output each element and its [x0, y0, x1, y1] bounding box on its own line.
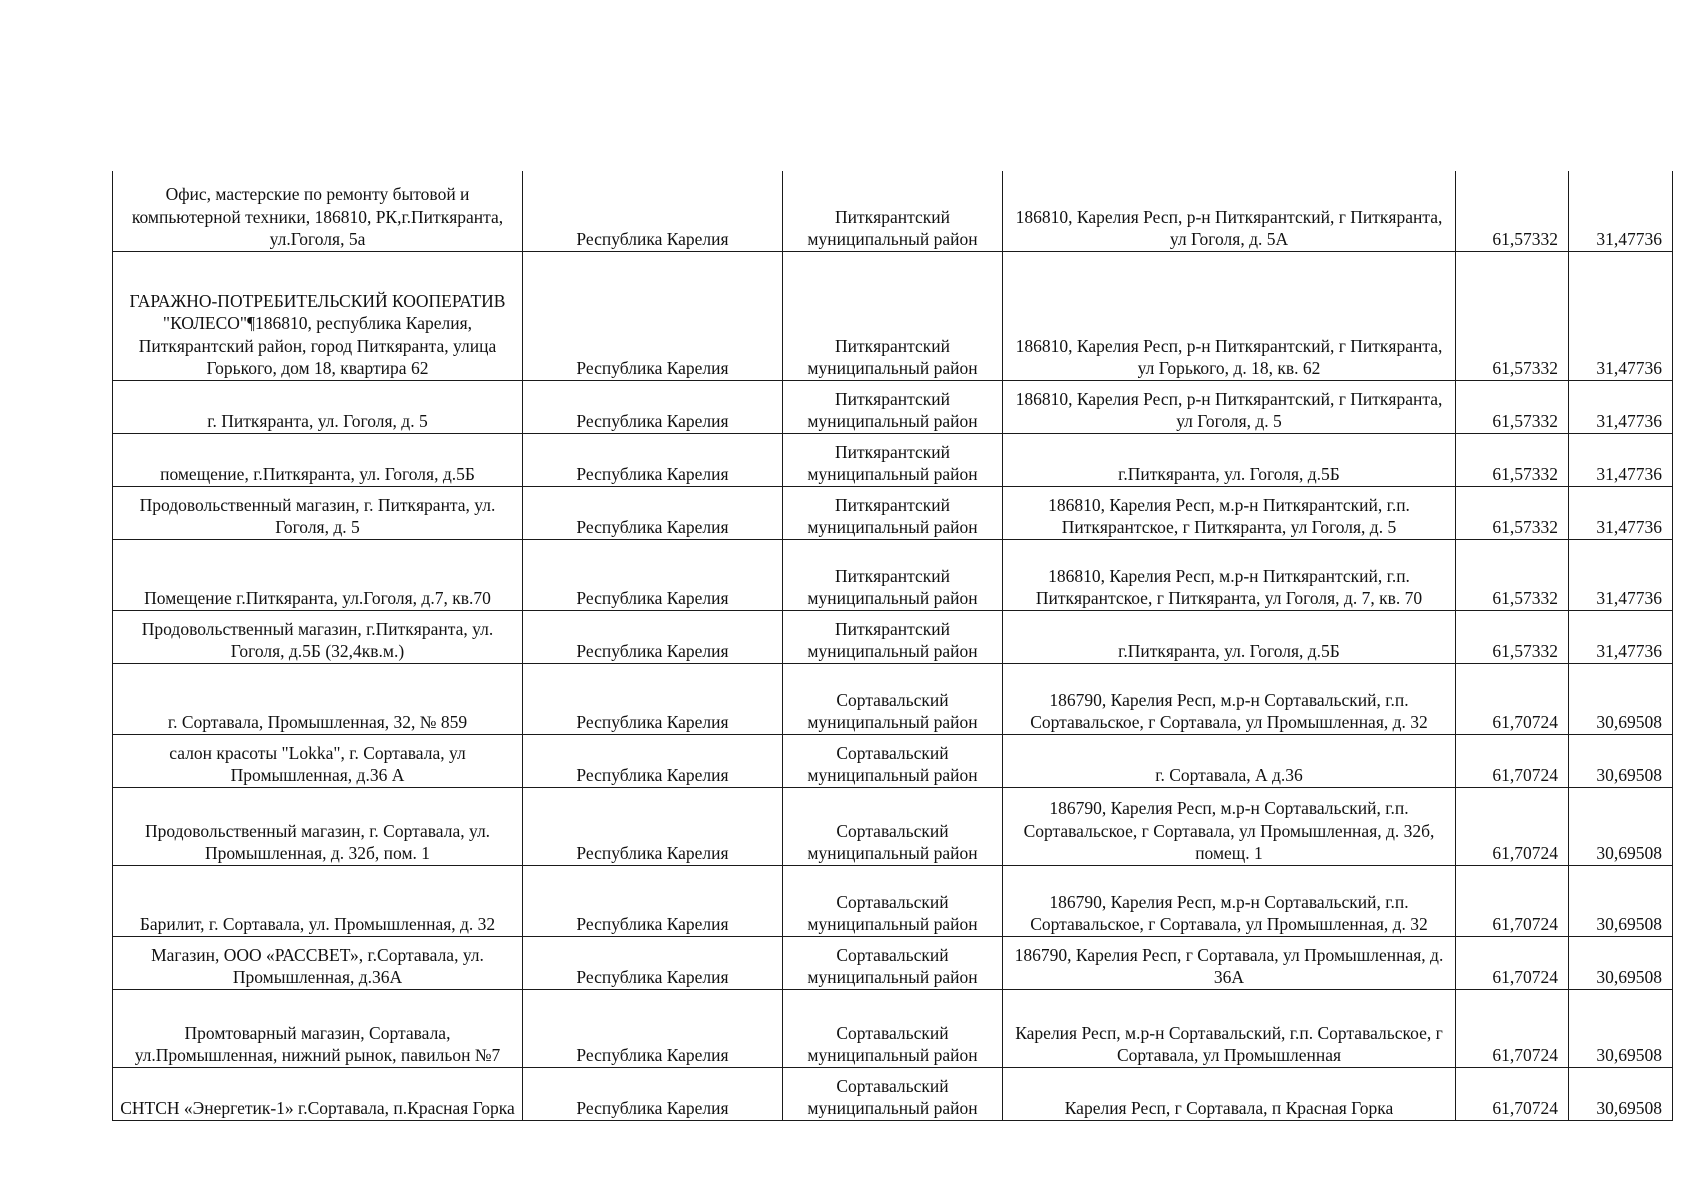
object-name-cell: Продовольственный магазин, г. Питкяранта, ул. Гоголя, д. 5: [113, 486, 523, 539]
table-row: [113, 663, 1673, 734]
table-row: [113, 787, 1673, 865]
longitude-cell: 30,69508: [1569, 865, 1673, 936]
latitude-cell: 61,57332: [1456, 380, 1569, 433]
address-cell: 186790, Карелия Респ, м.р-н Сортавальский, г.п. Сортавальское, г Сортавала, ул Промышленная, д. 32: [1003, 865, 1456, 936]
longitude-cell: 30,69508: [1569, 787, 1673, 865]
latitude-cell: 61,57332: [1456, 610, 1569, 663]
latitude-cell: 61,57332: [1456, 539, 1569, 610]
longitude-cell: 30,69508: [1569, 989, 1673, 1067]
region-cell: Республика Карелия: [523, 486, 783, 539]
address-cell: 186810, Карелия Респ, м.р-н Питкярантский, г.п. Питкярантское, г Питкяранта, ул Гоголя, д. 7, кв. 70: [1003, 539, 1456, 610]
object-name-cell: г. Питкяранта, ул. Гоголя, д. 5: [113, 380, 523, 433]
longitude-cell: 30,69508: [1569, 663, 1673, 734]
region-cell: Республика Карелия: [523, 433, 783, 486]
region-cell: Республика Карелия: [523, 1067, 783, 1120]
district-cell: Сортавальский муниципальный район: [783, 1067, 1003, 1120]
object-name-cell: Помещение г.Питкяранта, ул.Гоголя, д.7, кв.70: [113, 539, 523, 610]
object-name-cell: г. Сортавала, Промышленная, 32, № 859: [113, 663, 523, 734]
object-name-cell: Барилит, г. Сортавала, ул. Промышленная, д. 32: [113, 865, 523, 936]
object-name-cell: помещение, г.Питкяранта, ул. Гоголя, д.5Б: [113, 433, 523, 486]
district-cell: Питкярантский муниципальный район: [783, 380, 1003, 433]
object-name-cell: ГАРАЖНО-ПОТРЕБИТЕЛЬСКИЙ КООПЕРАТИВ "КОЛЕСО"¶186810, республика Карелия, Питкярантский район, город Питкяранта, улица Горького, дом 18, квартира 62: [113, 251, 523, 380]
latitude-cell: 61,70724: [1456, 734, 1569, 787]
district-cell: Сортавальский муниципальный район: [783, 663, 1003, 734]
address-cell: г. Сортавала, А д.36: [1003, 734, 1456, 787]
region-cell: Республика Карелия: [523, 787, 783, 865]
object-name-cell: Магазин, ООО «РАССВЕТ», г.Сортавала, ул. Промышленная, д.36А: [113, 936, 523, 989]
table-row: [113, 610, 1673, 663]
region-cell: Республика Карелия: [523, 171, 783, 251]
address-cell: 186790, Карелия Респ, м.р-н Сортавальский, г.п. Сортавальское, г Сортавала, ул Промышленная, д. 32: [1003, 663, 1456, 734]
table-row: [113, 865, 1673, 936]
address-cell: 186810, Карелия Респ, р-н Питкярантский, г Питкяранта, ул Гоголя, д. 5А: [1003, 171, 1456, 251]
table-row: [113, 734, 1673, 787]
longitude-cell: 31,47736: [1569, 171, 1673, 251]
address-cell: 186810, Карелия Респ, р-н Питкярантский, г Питкяранта, ул Горького, д. 18, кв. 62: [1003, 251, 1456, 380]
district-cell: Питкярантский муниципальный район: [783, 433, 1003, 486]
latitude-cell: 61,70724: [1456, 989, 1569, 1067]
table-row: [113, 433, 1673, 486]
district-cell: Сортавальский муниципальный район: [783, 865, 1003, 936]
district-cell: Сортавальский муниципальный район: [783, 936, 1003, 989]
district-cell: Питкярантский муниципальный район: [783, 251, 1003, 380]
table-row: [113, 380, 1673, 433]
registry-table: [112, 171, 1673, 1121]
longitude-cell: 31,47736: [1569, 380, 1673, 433]
longitude-cell: 31,47736: [1569, 486, 1673, 539]
object-name-cell: СНТСН «Энергетик-1» г.Сортавала, п.Красная Горка: [113, 1067, 523, 1120]
longitude-cell: 31,47736: [1569, 433, 1673, 486]
object-name-cell: Офис, мастерские по ремонту бытовой и компьютерной техники, 186810, РК,г.Питкяранта, ул.Гоголя, 5а: [113, 171, 523, 251]
district-cell: Сортавальский муниципальный район: [783, 787, 1003, 865]
object-name-cell: Продовольственный магазин, г.Питкяранта, ул. Гоголя, д.5Б (32,4кв.м.): [113, 610, 523, 663]
address-cell: 186790, Карелия Респ, г Сортавала, ул Промышленная, д. 36А: [1003, 936, 1456, 989]
district-cell: Питкярантский муниципальный район: [783, 486, 1003, 539]
district-cell: Питкярантский муниципальный район: [783, 171, 1003, 251]
region-cell: Республика Карелия: [523, 734, 783, 787]
latitude-cell: 61,70724: [1456, 865, 1569, 936]
address-cell: г.Питкяранта, ул. Гоголя, д.5Б: [1003, 610, 1456, 663]
region-cell: Республика Карелия: [523, 663, 783, 734]
latitude-cell: 61,57332: [1456, 486, 1569, 539]
district-cell: Питкярантский муниципальный район: [783, 539, 1003, 610]
address-cell: 186810, Карелия Респ, м.р-н Питкярантский, г.п. Питкярантское, г Питкяранта, ул Гоголя, д. 5: [1003, 486, 1456, 539]
address-cell: Карелия Респ, м.р-н Сортавальский, г.п. Сортавальское, г Сортавала, ул Промышленная: [1003, 989, 1456, 1067]
longitude-cell: 30,69508: [1569, 936, 1673, 989]
table-row: [113, 251, 1673, 380]
latitude-cell: 61,70724: [1456, 787, 1569, 865]
table-row: [113, 936, 1673, 989]
region-cell: Республика Карелия: [523, 936, 783, 989]
region-cell: Республика Карелия: [523, 380, 783, 433]
latitude-cell: 61,57332: [1456, 171, 1569, 251]
address-cell: г.Питкяранта, ул. Гоголя, д.5Б: [1003, 433, 1456, 486]
address-cell: 186810, Карелия Респ, р-н Питкярантский, г Питкяранта, ул Гоголя, д. 5: [1003, 380, 1456, 433]
latitude-cell: 61,70724: [1456, 1067, 1569, 1120]
table-row: [113, 486, 1673, 539]
latitude-cell: 61,70724: [1456, 663, 1569, 734]
longitude-cell: 30,69508: [1569, 734, 1673, 787]
address-cell: 186790, Карелия Респ, м.р-н Сортавальский, г.п. Сортавальское, г Сортавала, ул Промышленная, д. 32б, помещ. 1: [1003, 787, 1456, 865]
district-cell: Сортавальский муниципальный район: [783, 734, 1003, 787]
district-cell: Сортавальский муниципальный район: [783, 989, 1003, 1067]
longitude-cell: 30,69508: [1569, 1067, 1673, 1120]
latitude-cell: 61,57332: [1456, 251, 1569, 380]
latitude-cell: 61,57332: [1456, 433, 1569, 486]
district-cell: Питкярантский муниципальный район: [783, 610, 1003, 663]
address-cell: Карелия Респ, г Сортавала, п Красная Горка: [1003, 1067, 1456, 1120]
table-row: [113, 1067, 1673, 1120]
table-row: [113, 171, 1673, 251]
object-name-cell: салон красоты "Lokka", г. Сортавала, ул Промышленная, д.36 А: [113, 734, 523, 787]
longitude-cell: 31,47736: [1569, 539, 1673, 610]
longitude-cell: 31,47736: [1569, 251, 1673, 380]
region-cell: Республика Карелия: [523, 251, 783, 380]
latitude-cell: 61,70724: [1456, 936, 1569, 989]
object-name-cell: Промтоварный магазин, Сортавала, ул.Промышленная, нижний рынок, павильон №7: [113, 989, 523, 1067]
region-cell: Республика Карелия: [523, 989, 783, 1067]
longitude-cell: 31,47736: [1569, 610, 1673, 663]
table-row: [113, 539, 1673, 610]
object-name-cell: Продовольственный магазин, г. Сортавала, ул. Промышленная, д. 32б, пом. 1: [113, 787, 523, 865]
region-cell: Республика Карелия: [523, 539, 783, 610]
region-cell: Республика Карелия: [523, 610, 783, 663]
region-cell: Республика Карелия: [523, 865, 783, 936]
table-row: [113, 989, 1673, 1067]
